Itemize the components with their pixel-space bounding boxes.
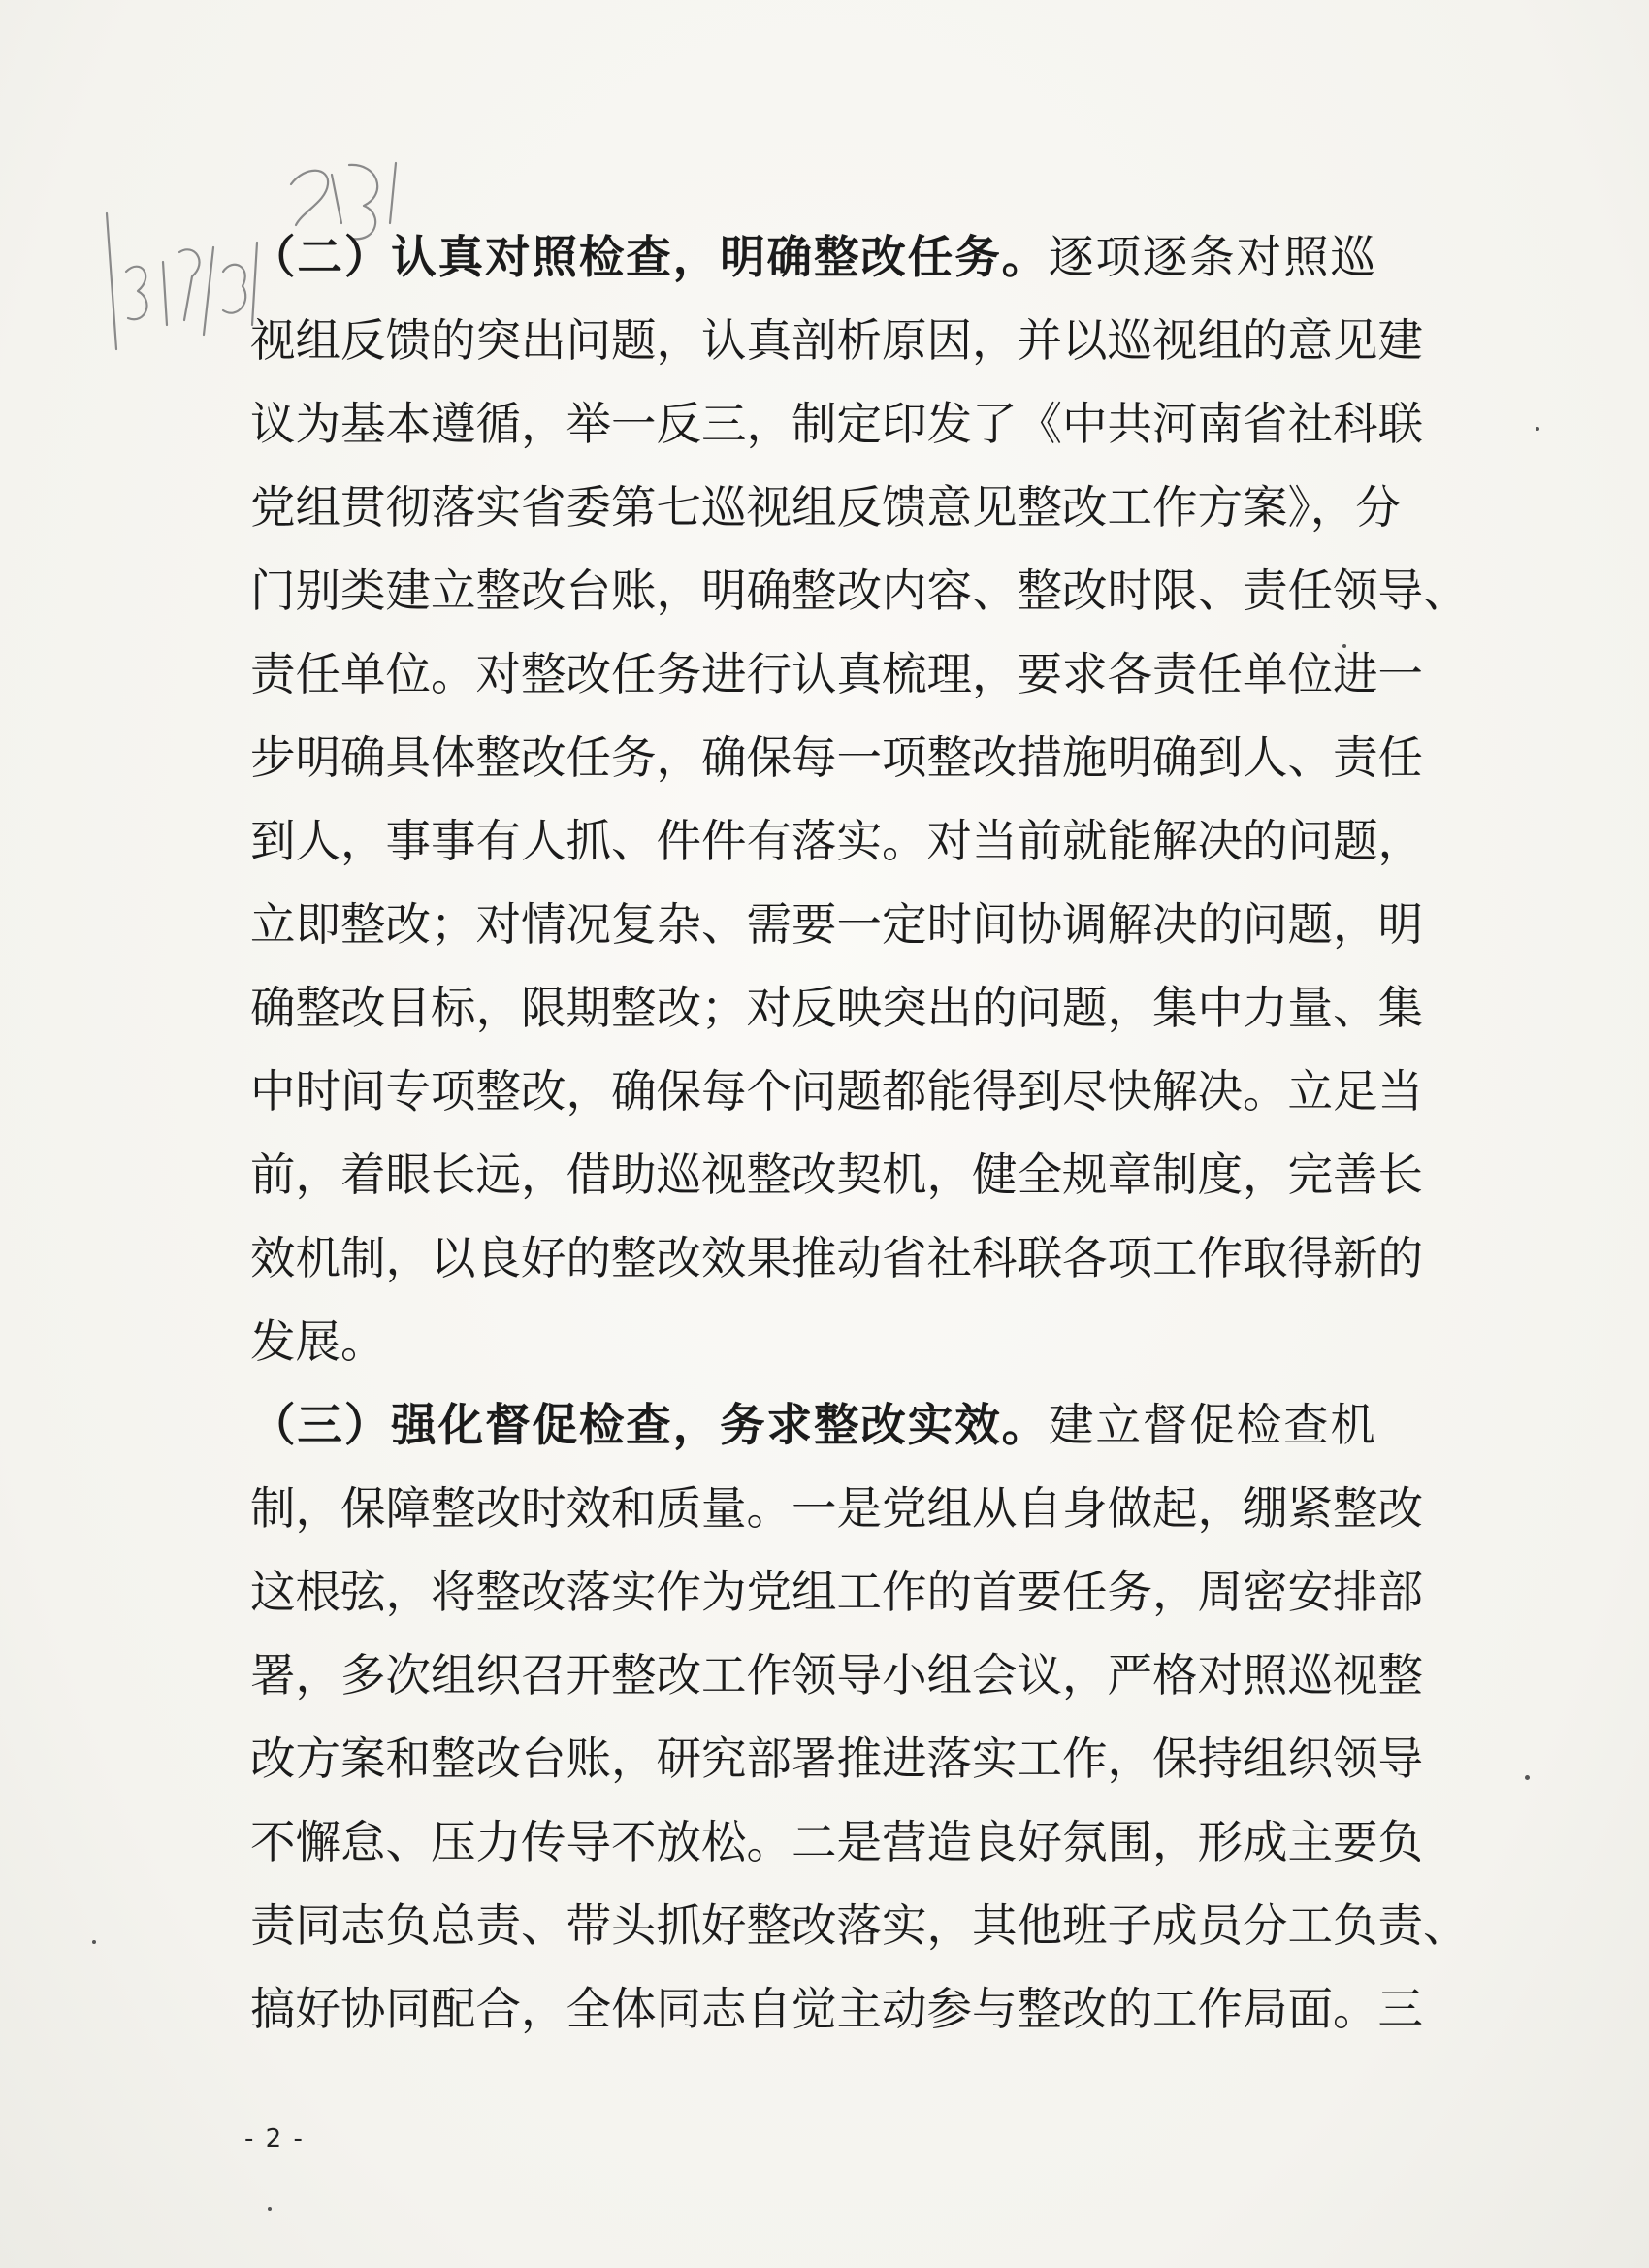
text-line: 到人，事事有人抓、件件有落实。对当前就能解决的问题， (250, 815, 1423, 867)
text-line: 不懈怠、压力传导不放松。二是营造良好氛围，形成主要负 (250, 1816, 1423, 1868)
text-line: 制，保障整改时效和质量。一是党组从自身做起，绷紧整改 (250, 1482, 1423, 1535)
page-number: - 2 - (244, 2124, 305, 2154)
text-line: 署，多次组织召开整改工作领导小组会议，严格对照巡视整 (250, 1649, 1423, 1701)
text-line: 前，着眼长远，借助巡视整改契机，健全规章制度，完善长 (250, 1149, 1423, 1201)
body-text (250, 215, 1469, 2051)
section-heading: （三）强化督促检查，务求整改实效。 (250, 1398, 1050, 1451)
text-line: （二）认真对照检查，明确整改任务。逐项逐条对照巡 (250, 230, 1376, 283)
text-line: 党组贯彻落实省委第七巡视组反馈意见整改工作方案》，分 (250, 481, 1401, 534)
text-line: 改方案和整改台账，研究部署推进落实工作，保持组织领导 (250, 1733, 1423, 1785)
section-heading: （二）认真对照检查，明确整改任务。 (250, 230, 1050, 283)
text-line: 搞好协同配合，全体同志自觉主动参与整改的工作局面。三 (250, 1983, 1423, 2035)
scan-speck (92, 1940, 96, 1944)
text-line: （三）强化督促检查，务求整改实效。建立督促检查机 (250, 1398, 1376, 1451)
scan-speck (1342, 644, 1346, 648)
text-line: 议为基本遵循，举一反三，制定印发了《中共河南省社科联 (250, 398, 1423, 450)
text-line: 效机制，以良好的整改效果推动省社科联各项工作取得新的 (250, 1232, 1423, 1284)
scan-speck (1536, 427, 1539, 431)
scan-speck (268, 2207, 272, 2211)
text-line: 确整改目标，限期整改；对反映突出的问题，集中力量、集 (250, 982, 1423, 1034)
text-line: 发展。 (250, 1315, 386, 1368)
text-line: 步明确具体整改任务，确保每一项整改措施明确到人、责任 (250, 731, 1423, 784)
scan-speck (1525, 1775, 1530, 1780)
text-line: 这根弦，将整改落实作为党组工作的首要任务，周密安排部 (250, 1566, 1423, 1618)
text-line: 责同志负总责、带头抓好整改落实，其他班子成员分工负责、 (250, 1899, 1469, 1952)
text-line: 门别类建立整改台账，明确整改内容、整改时限、责任领导、 (250, 565, 1469, 617)
text-line: 中时间专项整改，确保每个问题都能得到尽快解决。立足当 (250, 1065, 1423, 1118)
text-line: 立即整改；对情况复杂、需要一定时间协调解决的问题，明 (250, 898, 1423, 951)
text-line: 视组反馈的突出问题，认真剖析原因，并以巡视组的意见建 (250, 314, 1423, 367)
text-line: 责任单位。对整改任务进行认真梳理，要求各责任单位进一 (250, 648, 1423, 700)
